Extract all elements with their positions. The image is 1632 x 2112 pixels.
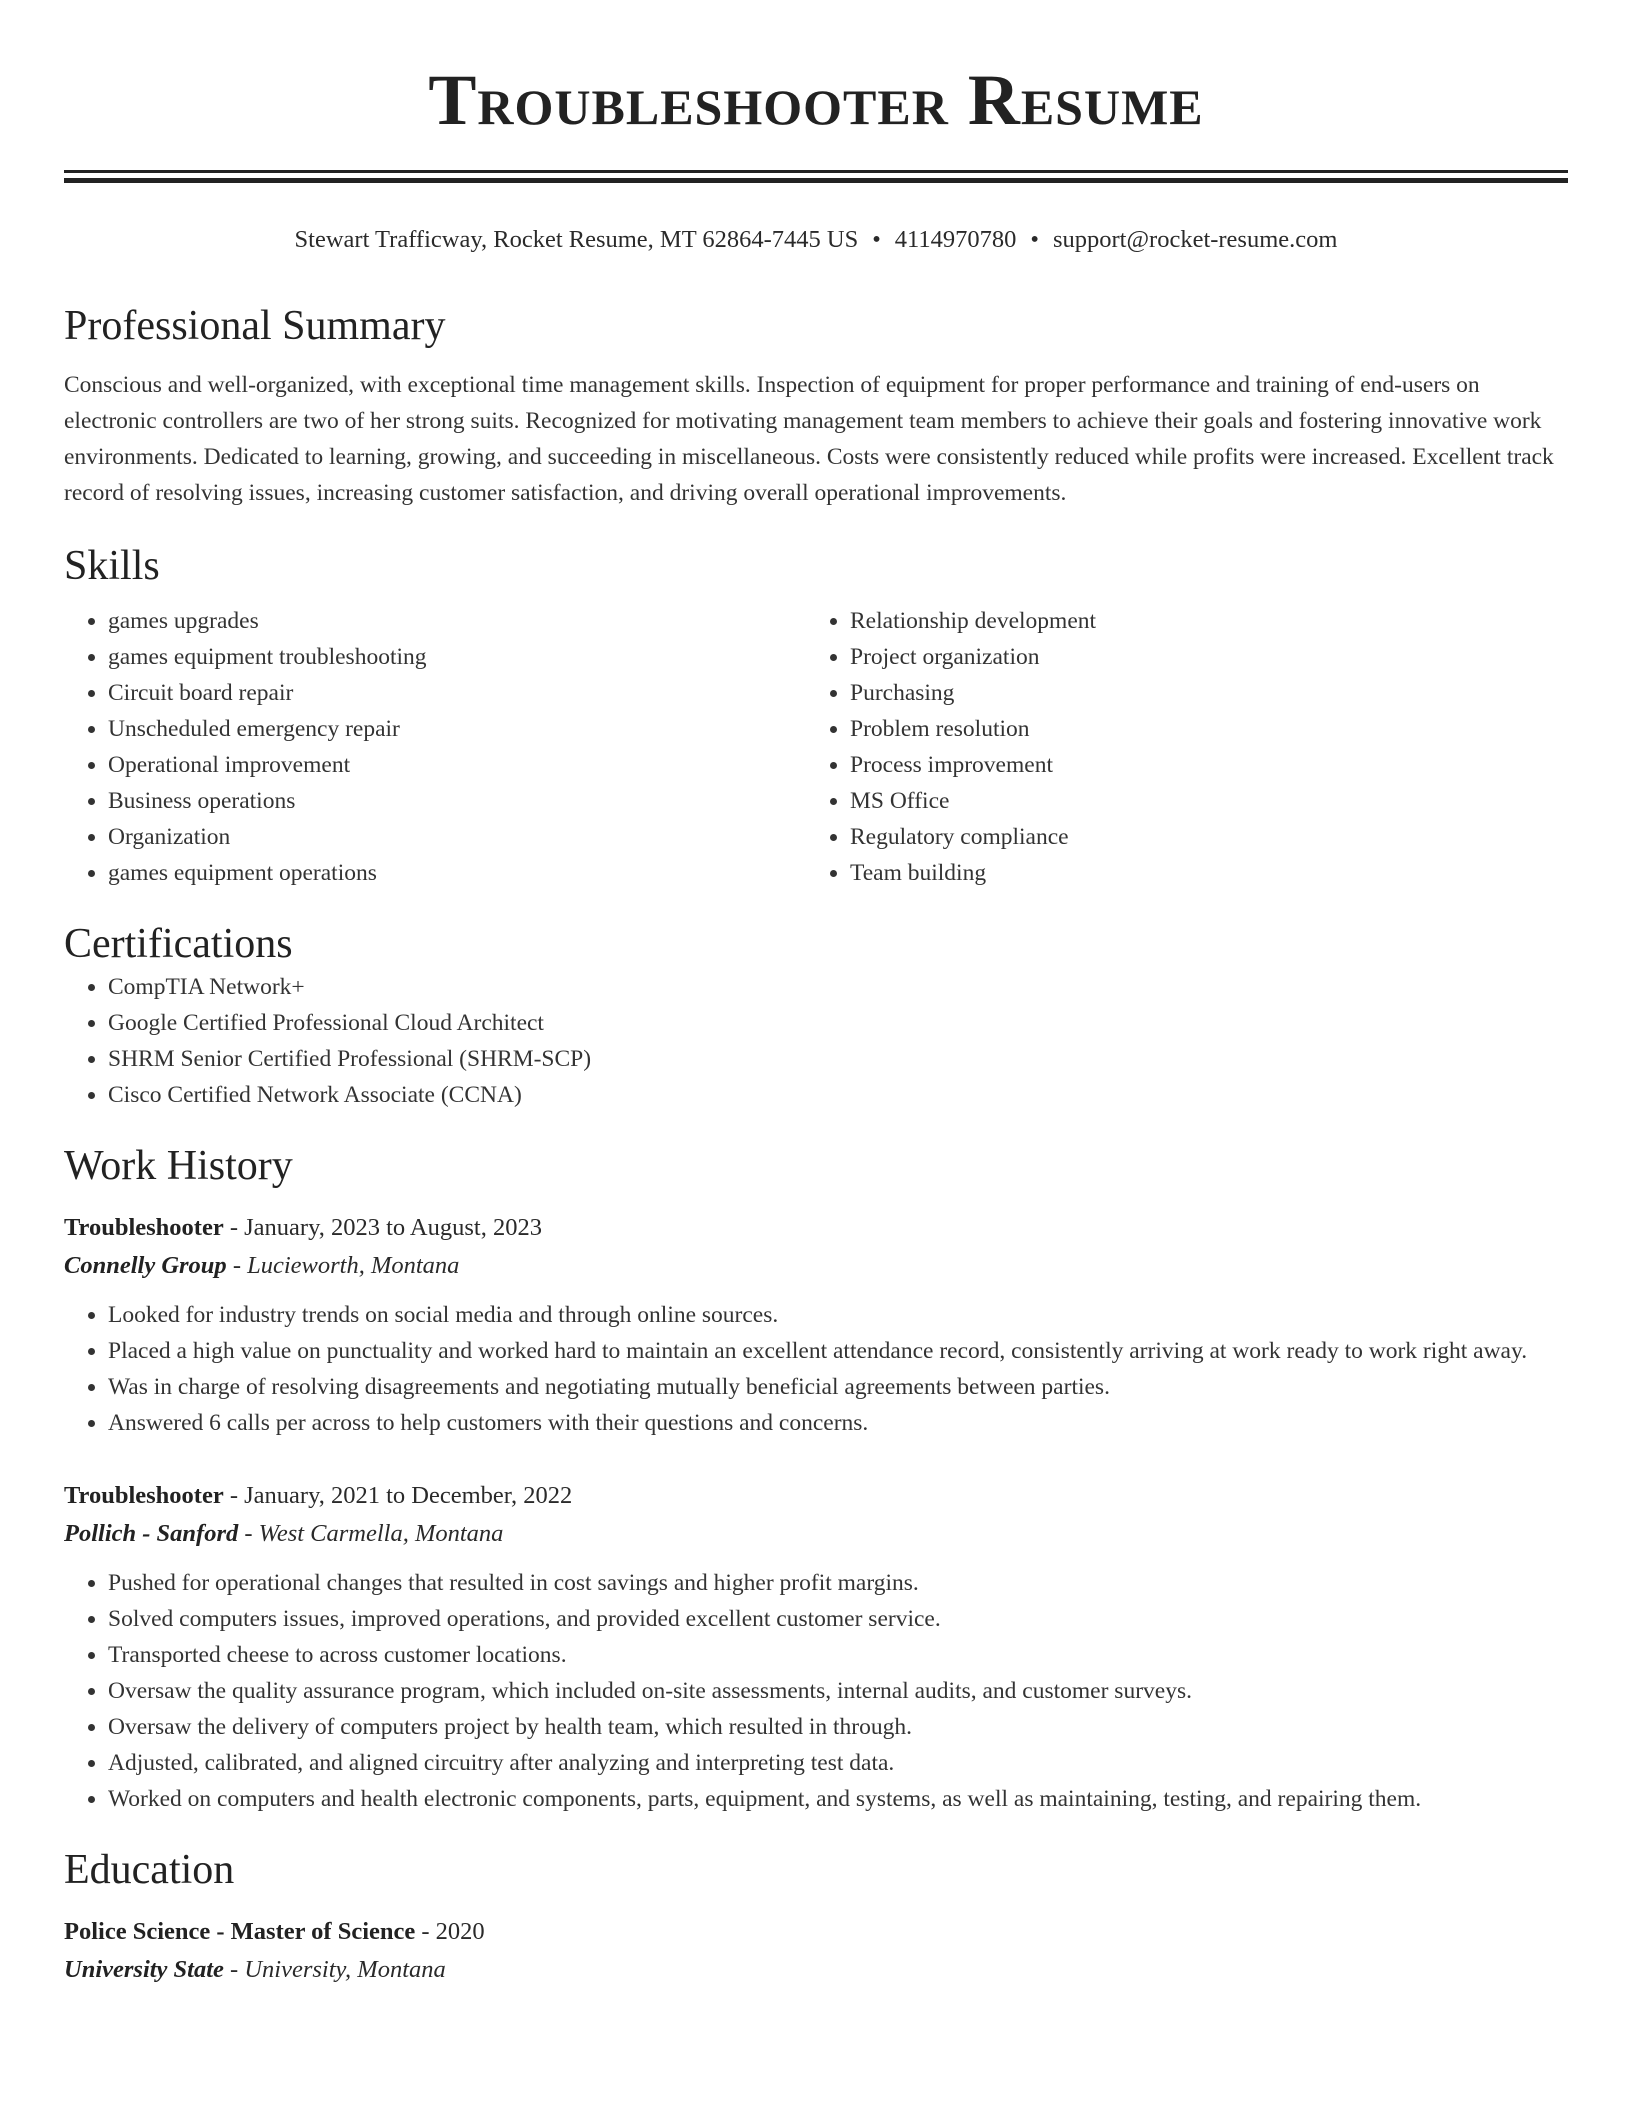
education-school: University State (64, 1956, 224, 1983)
job-bullet: • Worked on computers and health electronic components, parts, equipment, and systems, as well as maintaining, testing, and repairing them. (108, 1781, 1568, 1817)
skill-item: • Project organization (850, 639, 1096, 675)
education-degree: Police Science - Master of Science (64, 1918, 416, 1945)
skills-list-right (806, 603, 1096, 891)
skill-item: • Unscheduled emergency repair (108, 711, 806, 747)
job-location: - West Carmella, Montana (244, 1520, 504, 1547)
education-heading: Education (64, 1847, 235, 1893)
skill-item: • games equipment troubleshooting (108, 639, 806, 675)
skill-item: • Problem resolution (850, 711, 1096, 747)
page-title: Troubleshooter Resume (428, 60, 1204, 140)
job-bullet: • Pushed for operational changes that resulted in cost savings and higher profit margins. (108, 1565, 1568, 1601)
job-entry (64, 1477, 1568, 1817)
skills-heading: Skills (64, 543, 160, 589)
contact-email: support@rocket-resume.com (1052, 226, 1338, 253)
job-title: Troubleshooter (64, 1214, 224, 1241)
job-employer-line (64, 1247, 1568, 1285)
education-entry (64, 1913, 1568, 1989)
certifications-heading: Certifications (64, 921, 293, 967)
summary-heading: Professional Summary (64, 303, 446, 349)
job-employer: Connelly Group (64, 1252, 227, 1279)
job-title-line (64, 1477, 1568, 1515)
skill-item: • Purchasing (850, 675, 1096, 711)
contact-separator: • (1030, 226, 1039, 253)
skill-item: • Team building (850, 855, 1096, 891)
skills-list-left (64, 603, 806, 891)
skill-item: • MS Office (850, 783, 1096, 819)
job-bullet: • Oversaw the delivery of computers project by health team, which resulted in through. (108, 1709, 1568, 1745)
job-dates: - January, 2021 to December, 2022 (229, 1482, 573, 1509)
education-degree-line (64, 1913, 1568, 1951)
summary-text: Conscious and well-organized, with exceptional time management skills. Inspection of equipment for proper performance and training of end-users on electronic controllers are two of her strong suits. Recognized for motivating management team members to achieve their goals and fostering innovative work environments. Dedicated to learning, growing, and succeeding in miscellaneous. Costs were consistently reduced while profits were increased. Excellent track record of resolving issues, increasing customer satisfaction, and driving overall operational improvements. (64, 372, 1554, 506)
certification-item: • Cisco Certified Network Associate (CCNA) (108, 1077, 1568, 1113)
job-bullet: • Was in charge of resolving disagreements and negotiating mutually beneficial agreements between parties. (108, 1369, 1568, 1405)
title-rule-thin (64, 170, 1568, 173)
skill-item: • Organization (108, 819, 806, 855)
education-year: - 2020 (421, 1918, 485, 1945)
job-entry (64, 1209, 1568, 1441)
education-school-line (64, 1951, 1568, 1989)
contact-separator: • (872, 226, 881, 253)
skill-item: • Process improvement (850, 747, 1096, 783)
job-bullet: • Solved computers issues, improved operations, and provided excellent customer service. (108, 1601, 1568, 1637)
job-bullet: • Transported cheese to across customer locations. (108, 1637, 1568, 1673)
skill-item: • Regulatory compliance (850, 819, 1096, 855)
job-bullet: • Oversaw the quality assurance program, which included on-site assessments, internal audits, and customer surveys. (108, 1673, 1568, 1709)
job-bullets (64, 1565, 1568, 1817)
certifications-list (64, 969, 1568, 1113)
title-rule-thick (64, 178, 1568, 183)
contact-address: Stewart Trafficway, Rocket Resume, MT 62864-7445 US (294, 226, 859, 253)
job-bullet: • Answered 6 calls per across to help customers with their questions and concerns. (108, 1405, 1568, 1441)
education-location: - University, Montana (230, 1956, 446, 1983)
job-title: Troubleshooter (64, 1482, 224, 1509)
skills-columns (64, 603, 1568, 891)
skill-item: • Operational improvement (108, 747, 806, 783)
certification-item: • SHRM Senior Certified Professional (SHRM-SCP) (108, 1041, 1568, 1077)
job-bullet: • Placed a high value on punctuality and worked hard to maintain an excellent attendance record, consistently arriving at work ready to work right away. (108, 1333, 1568, 1369)
work-history-heading: Work History (64, 1143, 293, 1189)
job-bullet: • Looked for industry trends on social media and through online sources. (108, 1297, 1568, 1333)
skill-item: • Circuit board repair (108, 675, 806, 711)
job-bullets (64, 1297, 1568, 1441)
skill-item: • games equipment operations (108, 855, 806, 891)
contact-phone: 4114970780 (894, 226, 1017, 253)
skill-item: • Relationship development (850, 603, 1096, 639)
certification-item: • CompTIA Network+ (108, 969, 1568, 1005)
job-bullet: • Adjusted, calibrated, and aligned circuitry after analyzing and interpreting test data. (108, 1745, 1568, 1781)
job-title-line (64, 1209, 1568, 1247)
job-dates: - January, 2023 to August, 2023 (229, 1214, 542, 1241)
job-employer-line (64, 1515, 1568, 1553)
job-employer: Pollich - Sanford (64, 1520, 239, 1547)
contact-line (64, 225, 1568, 255)
skill-item: • games upgrades (108, 603, 806, 639)
certification-item: • Google Certified Professional Cloud Architect (108, 1005, 1568, 1041)
skill-item: • Business operations (108, 783, 806, 819)
job-location: - Lucieworth, Montana (232, 1252, 460, 1279)
